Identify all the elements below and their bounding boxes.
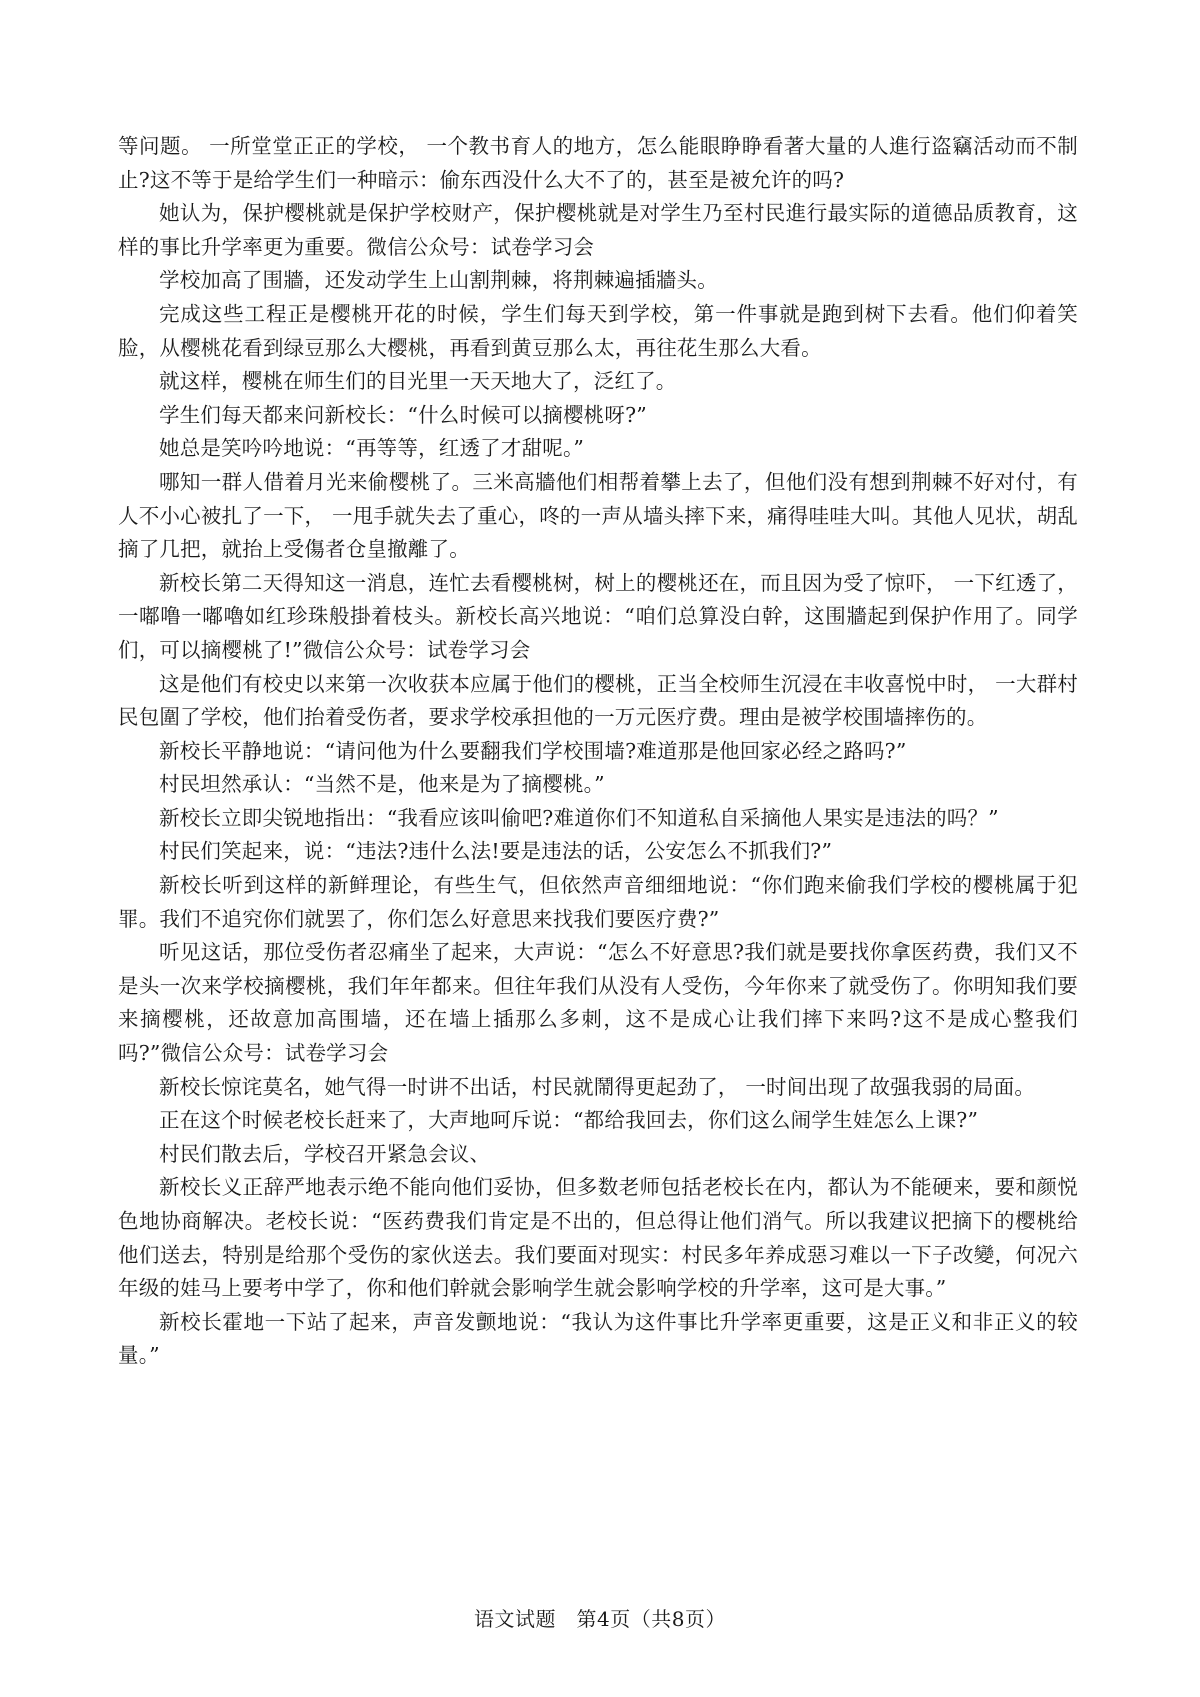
paragraph-9: 新校长第二天得知这一消息，连忙去看樱桃树，树上的樱桃还在，而且因为受了惊吓， 一下红透了， 一嘟噜一嘟嚕如红珍珠般掛着枝头。新校长高兴地说：“咱们总算没白幹，这围牆起到保护作用了。同学们，可以摘樱桃了!”微信公众号：试卷学习会 [118, 570, 1078, 662]
paragraph-4: 完成这些工程正是樱桃开花的时候，学生们每天到学校，第一件事就是跑到树下去看。他们仰着笑脸，从樱桃花看到绿豆那么大樱桃，再看到黄豆那么太，再往花生那么大看。 [118, 301, 1078, 360]
paragraph-8: 哪知一群人借着月光来偷樱桃了。三米高牆他们相帮着攀上去了，但他们没有想到荆棘不好对付，有人不小心被扎了一下， 一甩手就失去了重心，咚的一声从墙头摔下来，痛得哇哇大叫。其他人见状，胡乱摘了几把，就抬上受傷者仓皇撤離了。 [118, 469, 1078, 562]
paragraph-12: 村民坦然承认：“当然不是，他来是为了摘樱桃。” [159, 772, 605, 797]
paragraph-21: 新校长霍地一下站了起来，声音发颤地说：“我认为这件事比升学率更重要，这是正义和非正义的较量。” [118, 1309, 1078, 1368]
paragraph-1: 等问题。 一所堂堂正正的学校， 一个教书育人的地方，怎么能眼睁睁看著大量的人進行盗竊活动而不制止?这不等于是给学生们一种暗示：偷东西没什么大不了的，甚至是被允许的吗? [118, 134, 1078, 192]
paragraph-14: 村民们笑起来，说：“违法?违什么法!要是违法的话，公安怎么不抓我们?” [159, 839, 833, 864]
paragraph-13: 新校长立即尖锐地指出：“我看应该叫偷吧?难道你们不知道私自采摘他人果实是违法的吗？” [159, 805, 999, 830]
paragraph-2: 她认为，保护樱桃就是保护学校财产，保护樱桃就是对学生乃至村民進行最实际的道德品质教育，这样的事比升学率更为重要。微信公众号：试卷学习会 [118, 201, 1078, 259]
paragraph-7: 她总是笑吟吟地说：“再等等，红透了才甜呢。” [159, 436, 585, 461]
paragraph-17: 新校长惊诧莫名，她气得一时讲不出话，村民就鬧得更起劲了， 一时间出现了故强我弱的局面。 [159, 1074, 1036, 1099]
paragraph-15: 新校长听到这样的新鲜理论，有些生气，但依然声音细细地说：“你们跑来偷我们学校的樱桃属于犯罪。我们不追究你们就罢了，你们怎么好意思来找我们要医疗费?” [118, 873, 1078, 931]
paragraph-6: 学生们每天都来问新校长：“什么时候可以摘樱桃呀?” [159, 402, 647, 427]
paragraph-5: 就这样，樱桃在师生们的目光里一天天地大了，泛红了。 [159, 369, 677, 394]
paragraph-20: 新校长义正辞严地表示绝不能向他们妥协，但多数老师包括老校长在内，都认为不能硬来，要和颜悦色地协商解决。老校长说：“医药费我们肯定是不出的，但总得让他们消气。所以我建议把摘下的樱桃给他们送去，特别是给那个受伤的家伙送去。我们要面对现实：村民多年养成惡习难以一下子改變，何况六年级的娃马上要考中学了，你和他们幹就会影响学生就会影响学校的升学率，这可是大事。” [118, 1175, 1078, 1301]
paragraph-18: 正在这个时候老校长赶来了，大声地呵斥说：“都给我回去，你们这么闹学生娃怎么上课?” [159, 1108, 979, 1133]
document-body [118, 130, 1078, 1373]
paragraph-10: 这是他们有校史以来第一次收获本应属于他们的樱桃，正当全校师生沉浸在丰收喜悦中时， 一大群村民包圍了学校，他们抬着受伤者，要求学校承担他的一万元医疗费。理由是被学校围墙摔伤的。 [118, 671, 1078, 730]
paragraph-16: 听见这话，那位受伤者忍痛坐了起来，大声说：“怎么不好意思?我们就是要找你拿医药费，我们又不是头一次来学校摘樱桃，我们年年都来。但往年我们从没有人受伤，今年你来了就受伤了。你明知我们要来摘樱桃，还故意加高围墙，还在墙上插那么多刺，这不是成心让我们摔下来吗?这不是成心整我们吗?”微信公众号：试卷学习会 [118, 940, 1078, 1066]
page-footer: 语文试题 第4页（共8页） [474, 1607, 726, 1631]
paragraph-3: 学校加高了围牆，还发动学生上山割荆棘，将荆棘遍插牆头。 [159, 268, 718, 293]
paragraph-19: 村民们散去后，学校召开紧急会议、 [159, 1141, 491, 1166]
paragraph-11: 新校长平静地说：“请问他为什么要翻我们学校围墙?难道那是他回家必经之路吗?” [159, 738, 907, 763]
